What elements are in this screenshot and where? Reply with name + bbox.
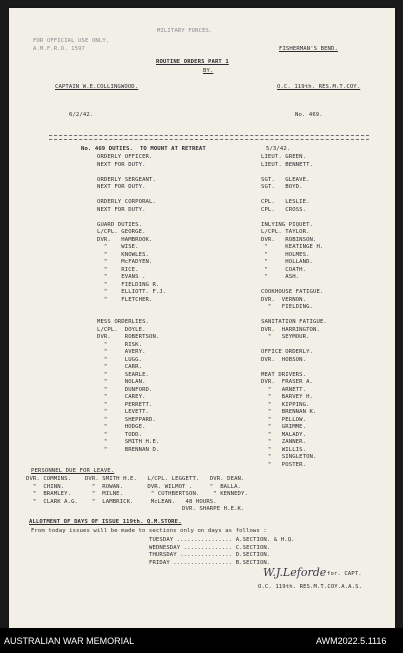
right-col-line: " POSTER.	[261, 461, 307, 468]
archive-footer	[0, 628, 403, 653]
right-col-line: " HOLMES.	[261, 251, 310, 258]
left-col-line: " LEVETT.	[97, 409, 150, 415]
days-line: WEDNESDAY .............. C.SECTION.	[149, 544, 271, 551]
left-col-line: " EVANS .	[97, 274, 146, 280]
leave-lines-line: DVR. SHARPE H.E.K.	[26, 506, 245, 512]
right-col-line: OFFICE ORDERLY.	[261, 349, 314, 355]
right-col-line: " COATH.	[261, 266, 307, 273]
left-col-line: " AVERY.	[97, 349, 146, 355]
left-col-line: " SEARLE.	[97, 371, 150, 378]
footer-institution: AUSTRALIAN WAR MEMORIAL	[4, 636, 135, 646]
right-col-line: " ZANNER.	[261, 439, 307, 445]
left-col-line: " BRENNAN D.	[97, 446, 160, 453]
left-col-line: NEXT FOR DUTY.	[97, 184, 146, 190]
duties-date: 5/3/42.	[266, 146, 291, 152]
official-use-line: FOR OFFICIAL USE ONLY.	[33, 38, 110, 44]
right-col-line: SGT. GLEAVE.	[261, 176, 310, 183]
location: FISHERMAN'S BEND.	[279, 46, 338, 52]
left-col-line: GUARD DUTIES.	[97, 221, 143, 228]
right-col-line: " GRIMME.	[261, 424, 307, 430]
right-col-line: DVR. ROBINSON.	[261, 236, 317, 243]
signature-rank: for. CAPT.	[327, 571, 362, 577]
right-col-line: SANITATION FATIGUE.	[261, 319, 327, 325]
right-col-line: " SEYMOUR.	[261, 334, 310, 340]
signature: W.J.Leforde	[263, 566, 327, 579]
right-col-line: " MALADY.	[261, 431, 307, 438]
left-col-line: NEXT FOR DUTY.	[97, 161, 146, 168]
right-col-line: MEAT DRIVERS.	[261, 371, 307, 378]
leave-lines-line: " CLARK A.G. " LAMBRICK. McLEAN. 48 HOURS.	[26, 498, 217, 505]
right-col-line: " KIPPING.	[261, 401, 310, 408]
days-line: TUESDAY ................ A.SECTION. & H.Q.	[149, 537, 295, 543]
left-col-line: " HODGE.	[97, 424, 146, 430]
by-label: BY.	[203, 68, 214, 74]
left-col-line: ORDERLY OFFICER.	[97, 154, 153, 160]
allotment-intro: From today issues will be made to sections only on days as follows :	[31, 528, 267, 534]
right-col-line: " SINGLETON.	[261, 454, 317, 460]
days-line: FRIDAY ................. B.SECTION.	[149, 559, 271, 566]
left-col-line: DVR. ROBERTSON.	[97, 334, 160, 340]
left-col-line: " SHEPPARD.	[97, 416, 156, 423]
captain-name: CAPTAIN W.E.COLLINGWOOD.	[55, 84, 139, 90]
left-col-line: " RISK.	[97, 341, 143, 348]
left-col-line: " LUGG.	[97, 356, 143, 363]
left-col-line: " CAREY.	[97, 394, 146, 400]
unit-oc: O.C. 119th. RES.M.T.COY.	[277, 84, 361, 90]
left-col-line: L/CPL. GEORGE.	[97, 229, 146, 235]
right-col-line: CPL. CROSS.	[261, 206, 307, 213]
left-col-line: ORDERLY CORPORAL.	[97, 199, 156, 205]
leave-lines-line: " CHINN. " ROWAN. DVR. WILMOT . " BALLA.	[26, 483, 241, 490]
right-col-line: CPL. LESLIE.	[261, 199, 310, 205]
leave-heading: PERSONNEL DUE FOR LEAVE.	[31, 468, 115, 474]
left-col-line: ORDERLY SERGEANT.	[97, 176, 156, 183]
separator	[49, 139, 369, 140]
left-col-line: " WISE.	[97, 244, 139, 250]
days-line: THURSDAY ............... D.SECTION.	[149, 552, 271, 558]
left-col-line: " FIELDING R.	[97, 281, 160, 288]
right-col-line: " KEATINGE H.	[261, 244, 324, 250]
right-col-line: " HOLLAND.	[261, 259, 314, 265]
left-col-line: " FLETCHER.	[97, 296, 153, 303]
right-col-line: DVR. FRASER A.	[261, 379, 314, 385]
right-col-line: DVR. HARRINGTON.	[261, 326, 320, 333]
separator	[49, 135, 369, 136]
footer-accession-id: AWM2022.5.1116	[316, 636, 387, 646]
right-col-line: DVR. VERNON.	[261, 296, 307, 303]
top-title: MILITARY FORCES.	[157, 28, 213, 34]
right-col-line: " BRENNAN K.	[261, 409, 317, 415]
left-col-line: " DUNFORD.	[97, 386, 153, 393]
right-col-line: " BARVEY H.	[261, 394, 314, 400]
left-col-line: DVR. HAMBROOK.	[97, 236, 153, 243]
regulation-reference: A.M.F.R.O. 1597	[33, 46, 86, 52]
leave-lines-line: DVR. COMMINS. DVR. SMITH H.E. L/CPL. LEGGETT. DVR. DEAN.	[26, 476, 245, 482]
right-col-line: LIEUT. BENNETT.	[261, 161, 314, 168]
right-col-line: LIEUT. GREEN.	[261, 154, 307, 160]
right-col-line: COOKHOUSE FATIGUE.	[261, 289, 324, 295]
left-col-line: MESS ORDERLIES.	[97, 319, 150, 325]
left-col-line: " ELLIOTT. F.J.	[97, 289, 167, 295]
right-col-line: " FIELDING.	[261, 304, 314, 310]
right-col-line: DVR. HOBSON.	[261, 356, 307, 363]
right-col-line: INLYING PIQUET.	[261, 221, 314, 228]
order-date: 6/2/42.	[69, 112, 94, 118]
right-col-line: " WILLIS.	[261, 446, 307, 453]
left-col-line: " NOLAN.	[97, 379, 146, 385]
right-col-line: " PELLOW.	[261, 416, 307, 423]
left-col-line: L/CPL. DOYLE.	[97, 326, 146, 333]
routine-orders-title: ROUTINE ORDERS PART 1	[156, 59, 229, 65]
left-col-line: " PERRETT.	[97, 401, 153, 408]
right-col-line: L/CPL. TAYLOR.	[261, 229, 310, 235]
signature-unit: O.C. 119th. RES.M.T.COY.A.A.S.	[258, 584, 363, 590]
right-col-line: " ARNETT.	[261, 386, 307, 393]
left-col-line: " CARR.	[97, 364, 143, 370]
right-col-line: SGT. BOYD.	[261, 184, 303, 190]
left-col-line: " SMITH H.E.	[97, 439, 160, 445]
leave-lines-line: " BRAMLEY. " MILNE. " CUTHBERTSON. " KENNEDY.	[26, 491, 248, 497]
duties-title: No. 469 DUTIES. TO MOUNT AT RETREAT	[81, 146, 206, 152]
document-page	[9, 8, 395, 628]
left-col-line: " KNOWLES.	[97, 251, 150, 258]
left-col-line: " TODD.	[97, 431, 143, 438]
right-col-line: " ASH.	[261, 274, 300, 280]
left-col-line: " RICE.	[97, 266, 139, 273]
order-number: No. 469.	[295, 112, 323, 118]
left-col-line: NEXT FOR DUTY.	[97, 206, 146, 213]
left-col-line: " McFADYEN.	[97, 259, 153, 265]
allotment-heading: ALLOTMENT OF DAYS OF ISSUE 119th. Q.M.STORE.	[29, 519, 182, 525]
